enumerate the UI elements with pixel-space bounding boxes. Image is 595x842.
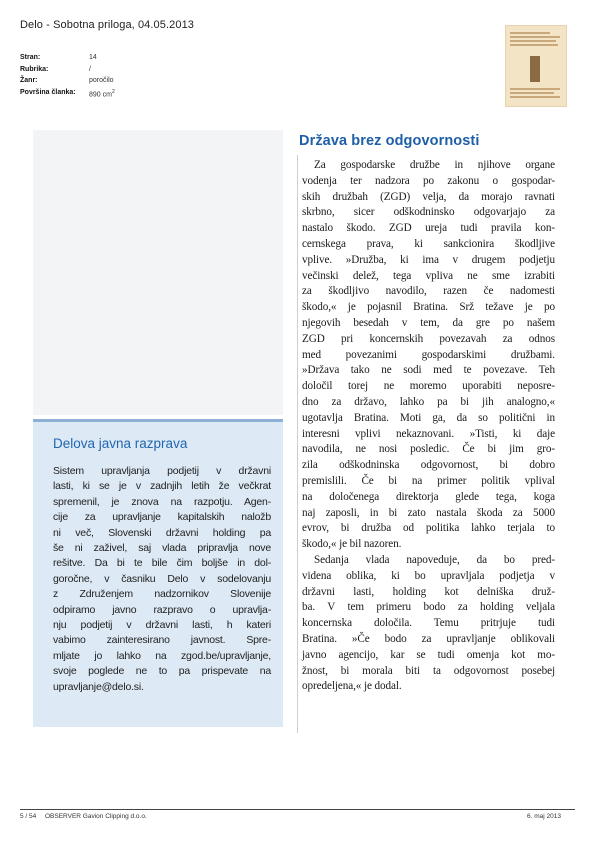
- text-line: vabimo zainteresirano javnost. Spre-: [53, 634, 271, 647]
- text-line: cernskega prava, ki sankcionira škodljive: [302, 237, 555, 250]
- meta-value: 14: [89, 54, 97, 61]
- text-line: Za gospodarske družbe in njihove organe: [314, 159, 555, 171]
- text-line: skih družbah (ZGD) velja, da morajo ravnati: [302, 190, 555, 203]
- article-image-area: [33, 130, 283, 415]
- text-line: škodo,« je pojasnil Bratina. Srž težave je po: [302, 301, 555, 314]
- area-unit-exponent: 2: [111, 88, 115, 95]
- page-thumbnail[interactable]: [505, 25, 567, 107]
- text-line: opredeljena,« je dodal.: [302, 680, 402, 693]
- text-line: zila odškodninska odgovornost, bi dobro: [302, 459, 555, 472]
- text-line: odpiramo javno razpravo o upravlja-: [53, 603, 271, 616]
- text-line: določil torej ne moremo uporabiti neposre-: [302, 380, 555, 393]
- article-title: Država brez odgovornosti: [299, 133, 480, 149]
- text-line: dno za državo, lahko pa bi jih analogno,«: [302, 395, 555, 408]
- sidebar-title: Delova javna razprava: [53, 436, 188, 451]
- text-line: javno agencijo, kar se tudi omenja kot mo-: [302, 648, 555, 661]
- text-line: državni lasti, holding kot delniška druž-: [302, 585, 555, 598]
- sidebar-box: [33, 419, 283, 727]
- footer-date: 6. maj 2013: [527, 813, 561, 820]
- text-line: naj zaposli, in bi zato nastala škoda za 5000: [302, 506, 555, 519]
- text-line: Sistem upravljanja podjetij v državni: [53, 465, 271, 477]
- text-line: na določenega direktorja glede tega, koga: [302, 490, 555, 503]
- text-line: večinski delež, tega vpliva ne sme izrabiti: [302, 269, 555, 282]
- meta-row-page: [20, 52, 115, 64]
- text-line: med povezanimi gospodarskimi družbami.: [302, 348, 555, 361]
- meta-row-section: [20, 64, 115, 76]
- text-line: škodo,« je bil nazoren.: [302, 538, 402, 551]
- text-line: njegovih besedah v tem, da gre po našem: [302, 316, 555, 329]
- text-line: z Združenjem nadzornikov Slovenije: [53, 588, 271, 601]
- text-line: nastalo škodo. ZGD ureja tudi pravila kon-: [302, 222, 555, 235]
- text-line: ugotavlja Bratina. Moti ga, da so politični in: [302, 411, 555, 424]
- text-line: vplive. »Družba, ki ima v drugem podjetju: [302, 253, 555, 266]
- text-line: mljate jo lahko na zgod.be/upravljanje,: [53, 649, 271, 662]
- text-line: videna oblika, ki bo upravljala podjetja v: [302, 569, 555, 582]
- meta-value: /: [89, 65, 91, 73]
- text-line: rešitve. Da bi te bile čim boljše in dol-: [53, 557, 271, 570]
- text-line: nju podjetij v državni lasti, h kateri: [53, 619, 271, 632]
- meta-key: Stran:: [20, 54, 41, 61]
- text-line: navodila, ne nosi posledic. Če bi jim gro-: [302, 443, 555, 456]
- metadata-table: [20, 52, 115, 100]
- meta-key: Žanr:: [20, 77, 38, 84]
- text-line: interesni vplivi nekaznovani. »Tisti, ki daje: [302, 427, 555, 440]
- text-line: cije za upravljanje kapitalskih naložb: [53, 511, 271, 524]
- footer-source: OBSERVER Gavion Clipping d.o.o.: [45, 813, 147, 820]
- text-line: »Država tako ne sodi med te povezave. Teh: [302, 364, 555, 377]
- text-line: vodenja ter nadzora po zakonu o gospodar-: [302, 174, 555, 187]
- area-value: 890 cm: [89, 90, 112, 98]
- meta-key: Površina članka:: [20, 88, 76, 96]
- text-line: goročne, v časniku Delo v sodelovanju: [53, 572, 271, 585]
- text-line: ba. V tem primeru bodo za holding veljala: [302, 601, 555, 614]
- text-line: Sedanja vlada napoveduje, da bo pred-: [314, 553, 555, 566]
- footer-page-number: 5 / 54: [20, 813, 37, 820]
- text-line: spremenil, je znova na razpotju. Agen-: [53, 495, 271, 508]
- text-line: upravljanje@delo.si.: [53, 680, 144, 693]
- document-title: Delo - Sobotna priloga, 04.05.2013: [20, 19, 195, 31]
- text-line: lasti, ki se je v zadnjih letih že večkrat: [53, 480, 271, 493]
- sidebar-body: [53, 464, 271, 695]
- article-body: [302, 158, 555, 695]
- footer-divider: [20, 809, 575, 810]
- text-line: Bratina. »Če bodo za upravljanje oblikovali: [302, 632, 555, 645]
- meta-value: poročilo: [89, 77, 114, 84]
- meta-key: Rubrika:: [20, 65, 49, 73]
- meta-value: [89, 87, 115, 101]
- text-line: še ni zaživel, saj vlada pripravlja nove: [53, 542, 271, 555]
- text-line: evrov, bi družba od politika lahko terjala to: [302, 522, 555, 535]
- column-divider: [297, 155, 298, 733]
- text-line: premislili. Če bi na primer politik vplival: [302, 474, 555, 487]
- text-line: koncernska določila. Temu pritrjuje tudi: [302, 617, 555, 630]
- text-line: za škodljivo navodilo, razen če nadomesti: [302, 285, 555, 298]
- meta-row-area: [20, 87, 115, 101]
- text-line: svoje poglede ne to pa prispevate na: [53, 665, 271, 678]
- text-line: žnost, bi morala biti ta odgovornost posebej: [302, 664, 555, 677]
- meta-row-genre: [20, 75, 115, 87]
- text-line: skrbno, sicer odškodninsko odgovarjajo za: [302, 206, 555, 219]
- text-line: ZGD pri koncernskih povezavah za odnos: [302, 332, 555, 345]
- text-line: ni več, Slovenski državni holding pa: [53, 526, 271, 539]
